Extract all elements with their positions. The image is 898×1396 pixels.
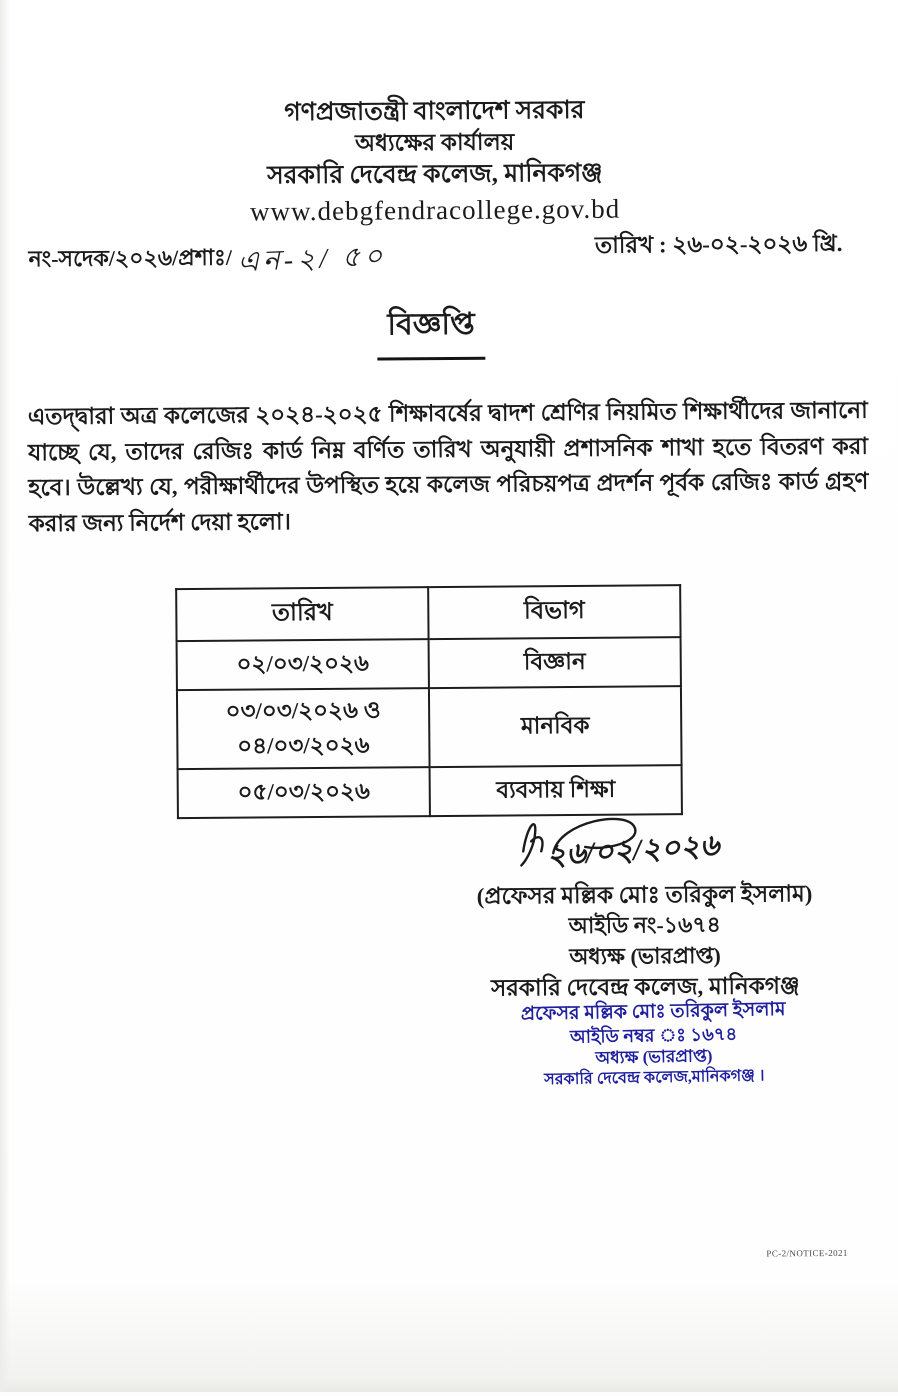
memo-date: তারিখ : ২৬-০২-২০২৬ খ্রি. — [594, 230, 843, 258]
letterhead-government-line: গণপ্রজাতন্ত্রী বাংলাদেশ সরকার — [284, 96, 585, 127]
stamp-role: অধ্যক্ষ (ভারপ্রাপ্ত) — [595, 1046, 713, 1068]
memo-reference — [28, 232, 386, 282]
table-row — [177, 686, 682, 769]
table-cell-date: ০৫/০৩/২০২৬ — [178, 767, 430, 818]
table-header-department: বিভাগ — [428, 585, 680, 639]
stamp-name: প্রফেসর মল্লিক মোঃ তরিকুল ইসলাম — [520, 998, 786, 1025]
signatory-name: (প্রফেসর মল্লিক মোঃ তরিকুল ইসলাম) — [476, 881, 813, 909]
memo-row — [28, 229, 842, 282]
memo-reference-printed: নং-সদেক/২০২৬/প্রশাঃ/ — [28, 244, 233, 272]
signatory-id: আইডি নং-১৬৭৪ — [568, 911, 721, 938]
signature-date-text: ২৬/০২/২০২৬ — [545, 828, 721, 873]
table-cell-date-line2: ০৪/০৩/২০২৬ — [237, 732, 370, 759]
table-cell-date-line1: ০৩/০৩/২০২৬ ও — [225, 697, 381, 724]
letterhead-college-line: সরকারি দেবেন্দ্র কলেজ, মানিকগঞ্জ — [267, 160, 603, 190]
table-cell-date — [177, 688, 430, 769]
signature-scrawl-icon — [501, 805, 802, 879]
table-row — [177, 637, 681, 690]
table-cell-department: ব্যবসায় শিক্ষা — [430, 765, 682, 816]
table-cell-department: মানবিক — [429, 686, 682, 767]
letterhead-office-line: অধ্যক্ষের কার্যালয় — [354, 129, 515, 156]
official-stamp — [480, 997, 828, 1092]
handwritten-signature — [453, 805, 836, 880]
signature-block — [453, 805, 837, 1006]
table-cell-date: ০২/০৩/২০২৬ — [177, 639, 429, 690]
signatory-role: অধ্যক্ষ (ভারপ্রাপ্ত) — [569, 942, 721, 969]
notice-body-paragraph: এতদ্দ্বারা অত্র কলেজের ২০২৪-২০২৫ শিক্ষাবর্ষের দ্বাদশ শ্রেণির নিয়মিত শিক্ষার্থীদের জানানো যাচ্ছে যে, তাদের রেজিঃ কার্ড নিম্ন বর্ণিত তারিখ অনুযায়ী প্রশাসনিক শাখা হতে বিতরণ করা হবে। উল্লেখ্য যে, পরীক্ষার্থীদের উপস্থিত হয়ে কলেজ পরিচয়পত্র প্রদর্শন পূর্বক রেজিঃ কার্ড গ্রহণ করার জন্য নির্দেশ দেয়া হলো। — [27, 397, 869, 537]
stamp-college: সরকারি দেবেন্দ্র কলেজ,মানিকগঞ্জ । — [544, 1066, 765, 1088]
memo-reference-handwritten: এন-২/ ৫০ — [237, 240, 388, 279]
letterhead — [0, 92, 874, 233]
table-header-date: তারিখ — [176, 587, 428, 641]
notice-title-wrap — [0, 297, 865, 364]
table-header-row — [176, 585, 680, 641]
print-code: PC-2/NOTICE-2021 — [766, 1247, 848, 1259]
signatory-college: সরকারি দেবেন্দ্র কলেজ, মানিকগঞ্জ — [490, 973, 800, 1002]
distribution-schedule-table — [175, 584, 683, 819]
stamp-id: আইডি নম্বর ঃ ১৬৭৪ — [569, 1023, 738, 1047]
table-cell-department: বিজ্ঞান — [429, 637, 681, 688]
notice-title: বিজ্ঞপ্তি — [377, 300, 485, 361]
letterhead-website: www.debgfendracollege.gov.bd — [249, 193, 621, 227]
